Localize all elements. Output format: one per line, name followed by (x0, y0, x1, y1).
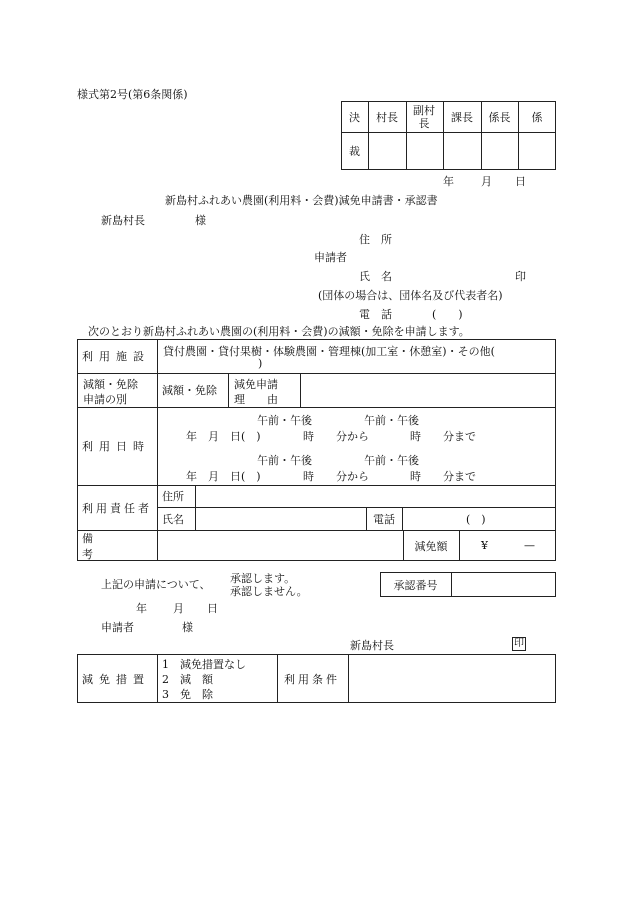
applicant-seal: 印 (515, 270, 526, 283)
remarks-label (82, 530, 152, 561)
approval-date-year: 年 (136, 602, 147, 615)
reduction-reason-label-2: 理 由 (234, 393, 278, 406)
addressee-name: 新島村長 (101, 214, 145, 227)
group-note: (団体の場合は、団体名及び代表者名) (318, 289, 503, 302)
measure-option-exemption: 3 免 除 (162, 688, 213, 701)
reduction-type-label-1: 減額・免除 (83, 378, 138, 391)
document-title: 新島村ふれあい農園(利用料・会費)減免申請書・承認書 (165, 194, 438, 207)
remarks-label-text: 備考 (82, 531, 137, 561)
datetime-1-start-ampm: 午前・午後 (257, 414, 312, 427)
responsible-person-label: 利用責任者 (82, 501, 152, 515)
yen-symbol: ¥ (481, 539, 488, 552)
approval-mayor: 新島村長 (350, 639, 394, 652)
approver-section-chief: 課長 (451, 110, 473, 124)
approval-date-day: 日 (207, 602, 218, 615)
datetime-2-start-ampm: 午前・午後 (257, 454, 312, 467)
datetime-2-date: 年 月 日( ) (186, 470, 261, 483)
date-month: 月 (481, 175, 492, 188)
kessai-label-top: 決 (349, 110, 360, 124)
approver-deputy-mayor: 副村長 (413, 103, 435, 130)
approval-number-label: 承認番号 (393, 578, 438, 592)
mayor-seal-box: 印 (514, 638, 524, 649)
datetime-2-to: 時 分まで (410, 470, 476, 483)
datetime-1-to: 時 分まで (410, 430, 476, 443)
responsible-address-label: 住所 (162, 490, 184, 503)
measures-label: 減免措置 (82, 672, 150, 686)
datetime-2-from: 時 分から (303, 470, 369, 483)
measure-option-none: 1 減免措置なし (162, 658, 246, 671)
approval-approve: 承認します。 (230, 572, 296, 585)
approval-disapprove: 承認しません。 (230, 585, 308, 598)
facility-options: 貸付農園・貸付果樹・体験農園・管理棟(加工室・休憩室)・その他( (163, 345, 495, 358)
applicant-address-label: 住 所 (359, 233, 392, 246)
applicant-label: 申請者 (314, 251, 347, 264)
approver-mayor: 村長 (376, 110, 398, 124)
form-id: 様式第2号(第6条関係) (77, 88, 188, 101)
reduction-reason-label-1: 減免申請 (234, 378, 278, 391)
approval-prefix: 上記の申請について、 (101, 578, 211, 591)
reduction-type-label-2: 申請の別 (83, 393, 127, 406)
datetime-1-end-ampm: 午前・午後 (364, 414, 419, 427)
facility-label: 利用施設 (82, 350, 150, 363)
datetime-2-end-ampm: 午前・午後 (364, 454, 419, 467)
datetime-label: 利用日時 (82, 440, 150, 453)
reduction-type-value: 減額・免除 (162, 384, 217, 397)
facility-other-close: ) (258, 357, 263, 370)
responsible-name-label: 氏名 (162, 512, 184, 526)
conditions-label: 利用条件 (284, 672, 340, 686)
approver-subsection-chief: 係長 (488, 110, 511, 124)
date-day: 日 (515, 175, 526, 188)
approval-applicant-honorific: 様 (182, 621, 193, 634)
addressee-honorific: 様 (195, 214, 206, 227)
applicant-phone-label: 電 話 (359, 308, 392, 321)
reduction-amount-dash: — (524, 539, 535, 552)
approval-date-month: 月 (173, 602, 184, 615)
responsible-phone-parens: ( ) (466, 512, 486, 526)
applicant-phone-parens: ( ) (432, 308, 463, 321)
datetime-1-date: 年 月 日( ) (186, 430, 261, 443)
intro-text: 次のとおり新島村ふれあい農園の(利用料・会費)の減額・免除を申請します。 (88, 325, 470, 338)
approval-applicant-label: 申請者 (101, 621, 134, 634)
datetime-1-from: 時 分から (303, 430, 369, 443)
measure-option-reduction: 2 減 額 (162, 673, 213, 686)
date-year: 年 (443, 175, 454, 188)
responsible-phone-label: 電話 (373, 512, 395, 526)
kessai-label-bottom: 裁 (349, 145, 360, 158)
applicant-name-label: 氏 名 (359, 270, 392, 283)
reduction-amount-label: 減免額 (414, 539, 448, 553)
approver-staff: 係 (531, 110, 543, 124)
